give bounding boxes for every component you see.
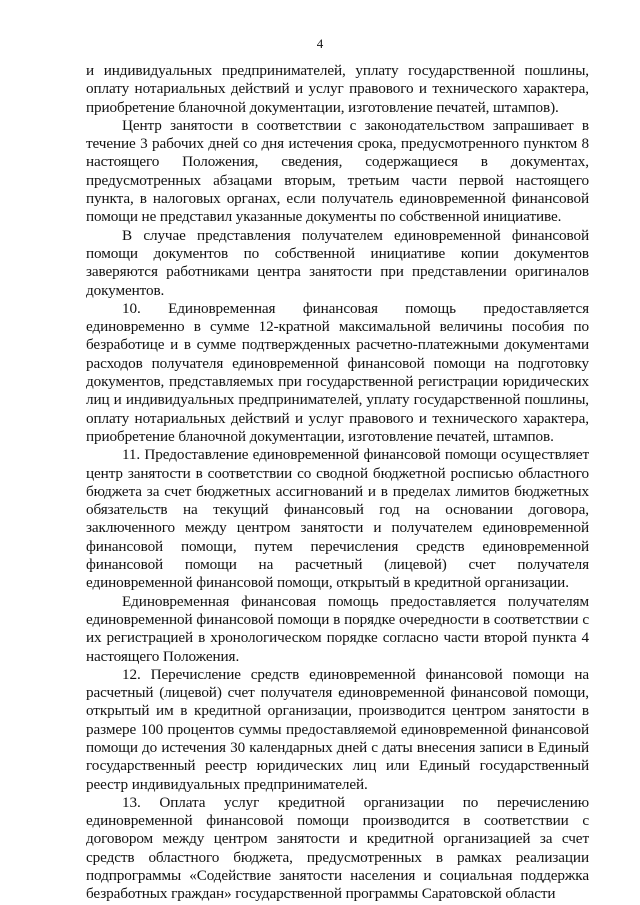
paragraph-item-11: 11. Предоставление единовременной финансовой помощи осуществляет центр занятости в соответствии со сводной бюджетной росписью областного бюджета за счет бюджетных ассигнований и в пределах лимитов бюджетных обязательств на текущий финансовый год на основании договора, заключенного между центром занятости и получателем единовременной финансовой помощи, путем перечисления средств единовременной финансовой помощи на расчетный (лицевой) счет получателя единовременной финансовой помощи, открытый в кредитной организации. bbox=[86, 446, 589, 592]
paragraph-document-copies: В случае представления получателем единовременной финансовой помощи документов по собственной инициативе копии документов заверяются работниками центра занятости при представлении оригиналов документов. bbox=[86, 226, 589, 299]
page-number: 4 bbox=[316, 36, 324, 51]
paragraph-employment-center-request: Центр занятости в соответствии с законодательством запрашивает в течение 3 рабочих дней со дня истечения срока, предусмотренного пунктом 8 настоящего Положения, сведения, содержащиеся в документах, предусмотренных абзацами вторым, третьим части первой настоящего пункта, в налоговых органах, если получатель единовременной финансовой помощи не представил указанные документы по собственной инициативе. bbox=[86, 116, 589, 226]
paragraph-item-10: 10. Единовременная финансовая помощь предоставляется единовременно в сумме 12-кратной максимальной величины пособия по безработице и в сумме подтвержденных расчетно-платежными документами расходов получателя единовременной финансовой помощи на подготовку документов, представляемых при государственной регистрации юридических лиц и индивидуальных предпринимателей, уплату государственной пошлины, оплату нотариальных действий и услуг правового и технического характера, приобретение бланочной документации, изготовление печатей, штампов. bbox=[86, 299, 589, 445]
paragraph-item-12: 12. Перечисление средств единовременной финансовой помощи на расчетный (лицевой) счет получателя единовременной финансовой помощи, открытый им в кредитной организации, производится центром занятости в размере 100 процентов суммы предоставляемой единовременной финансовой помощи до истечения 30 календарных дней с даты внесения записи в Единый государственный реестр юридических лиц или Единый государственный реестр индивидуальных предпринимателей. bbox=[86, 665, 589, 793]
paragraph-item-13: 13. Оплата услуг кредитной организации по перечислению единовременной финансовой помощи производится в соответствии с договором между центром занятости и кредитной организацией за счет средств областного бюджета, предусмотренных в рамках реализации подпрограммы «Содействие занятости населения и социальная поддержка безработных граждан» государственной программы Саратовской области bbox=[86, 793, 589, 903]
document-body bbox=[86, 62, 589, 904]
paragraph-continuation: и индивидуальных предпринимателей, уплату государственной пошлины, оплату нотариальных действий и услуг правового и технического характера, приобретение бланочной документации, изготовление печатей, штампов). bbox=[86, 62, 589, 116]
paragraph-order-of-provision: Единовременная финансовая помощь предоставляется получателям единовременной финансовой помощи в порядке очередности в соответствии с их регистрацией в хронологическом порядке согласно части второй пункта 4 настоящего Положения. bbox=[86, 592, 589, 665]
